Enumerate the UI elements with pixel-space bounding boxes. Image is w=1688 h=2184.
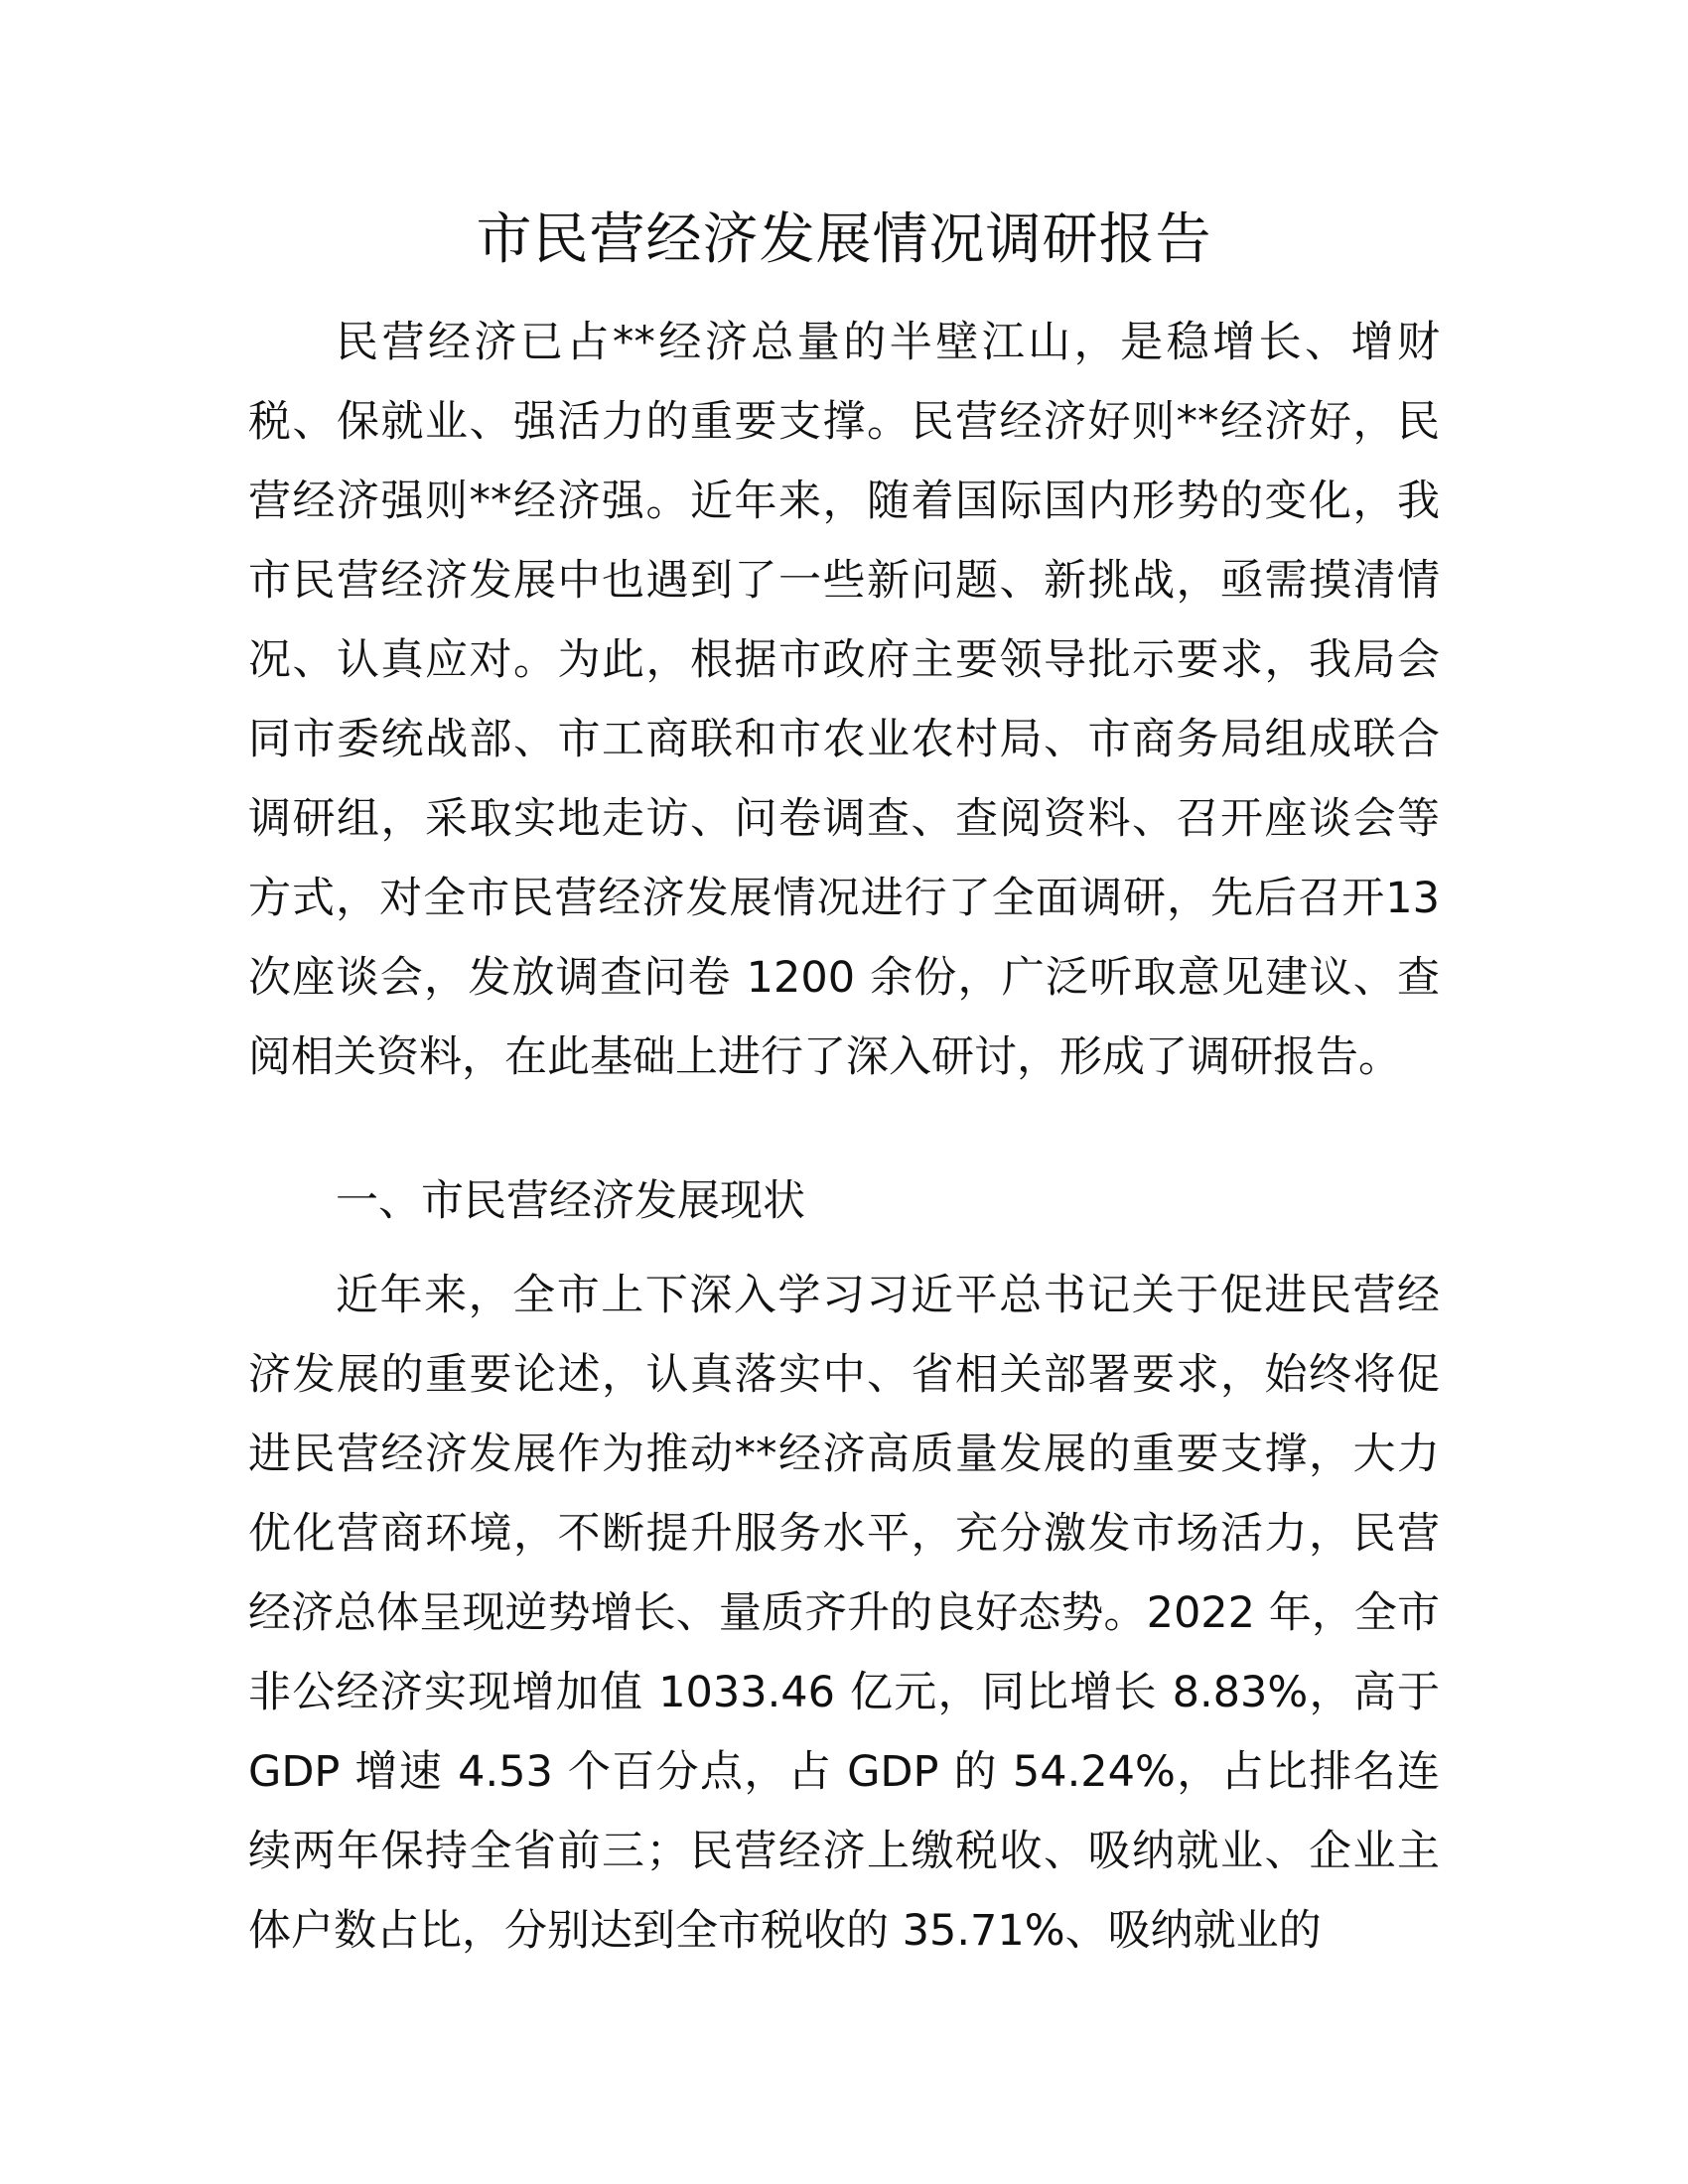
section-paragraph: 近年来，全市上下深入学习习近平总书记关于促进民营经济发展的重要论述，认真落实中、省相关部署要求，始终将促进民营经济发展作为推动**经济高质量发展的重要支撑，大力优化营商环境，不断提升服务水平，充分激发市场活力，民营经济总体呈现逆势增长、量质齐升的良好态势。2022 年，全市非公经济实现增加值 1033.46 亿元，同比增长 8.83%，高于 GDP 增速 4.53 个百分点，占 GDP 的 54.24%，占比排名连续两年保持全省前三；民营经济上缴税收、吸纳就业、企业主体户数占比，分别达到全市税收的 35.71%、吸纳就业的 bbox=[248, 1271, 1440, 1956]
section-heading: 一、市民营经济发展现状 bbox=[336, 1176, 805, 1226]
page-title: 市民营经济发展情况调研报告 bbox=[476, 207, 1212, 272]
intro-paragraph: 民营经济已占**经济总量的半壁江山，是稳增长、增财税、保就业、强活力的重要支撑。民营经济好则**经济好，民营经济强则**经济强。近年来，随着国际国内形势的变化，我市民营经济发展中也遇到了一些新问题、新挑战，亟需摸清情况、认真应对。为此，根据市政府主要领导批示要求，我局会同市委统战部、市工商联和市农业农村局、市商务局组成联合调研组，采取实地走访、问卷调查、查阅资料、召开座谈会等方式，对全市民营经济发展情况进行了全面调研，先后召开13 次座谈会，发放调查问卷 1200 余份，广泛听取意见建议、查阅相关资料，在此基础上进行了深入研讨，形成了调研报告。 bbox=[248, 318, 1440, 1082]
